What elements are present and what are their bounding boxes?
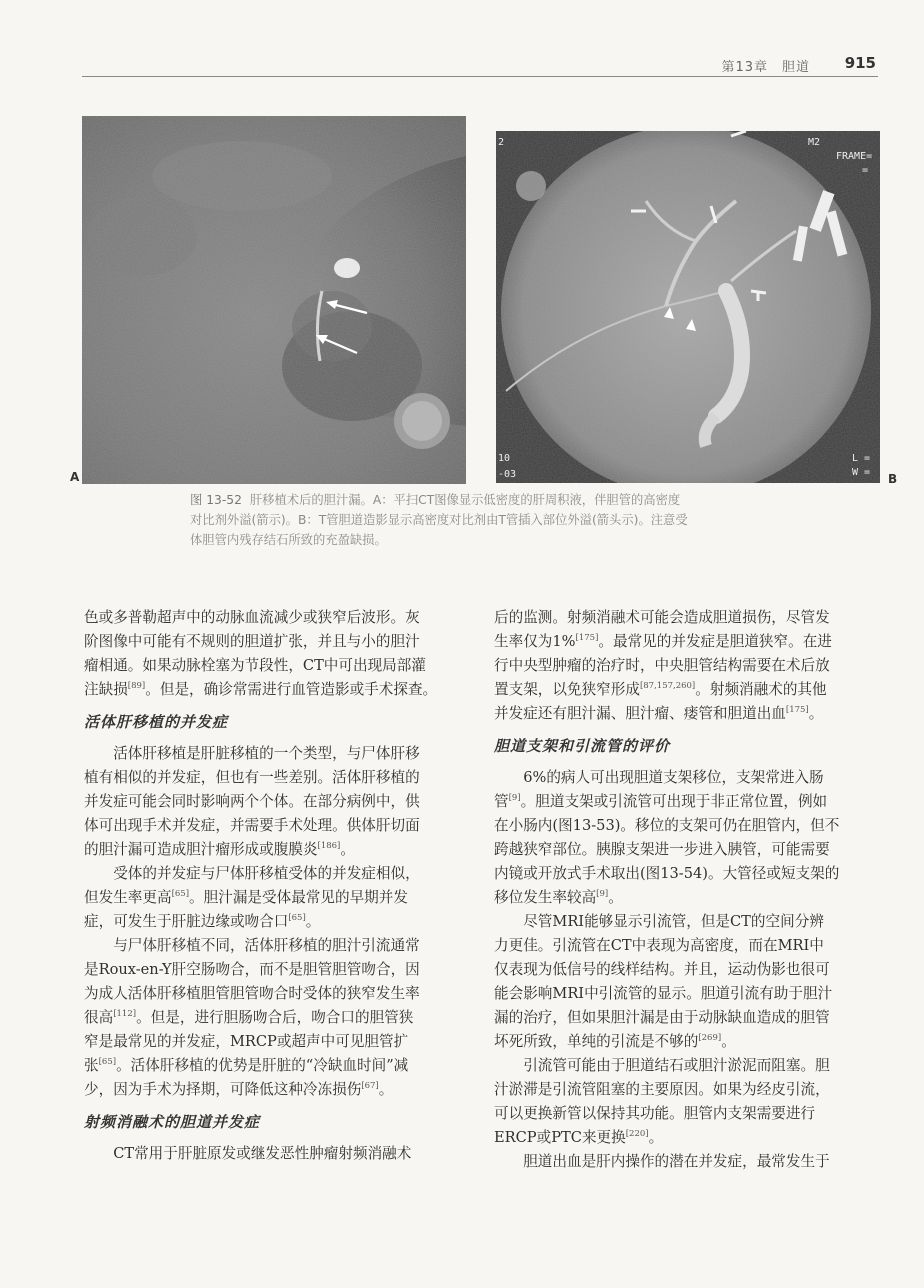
- section-heading: 胆道支架和引流管的评价: [494, 737, 671, 755]
- text-run: 汁淤滞是引流管阻塞的主要原因。如果为经皮引流，: [494, 1081, 830, 1098]
- caption-number: 图 13-52: [190, 493, 242, 507]
- text-run: 胆道出血是肝内操作的潜在并发症，最常发生于: [523, 1153, 830, 1170]
- text-line: [494, 982, 880, 1006]
- text-run: 。胆汁漏是受体最常见的早期并发: [189, 889, 408, 906]
- citation-ref: [87,157,260]: [639, 681, 696, 691]
- text-line: [84, 1006, 470, 1030]
- text-line: [494, 790, 880, 814]
- body-column-right: [494, 606, 880, 1174]
- text-run: 在小肠内(图13-53)。移位的支架可仍在胆管内，但不: [494, 817, 840, 834]
- text-run: 。但是，进行胆肠吻合后，吻合口的胆管狭: [136, 1009, 414, 1026]
- text-run: 尽管MRI能够显示引流管，但是CT的空间分辨: [523, 913, 824, 930]
- text-line: [84, 982, 470, 1006]
- text-line: [494, 958, 880, 982]
- text-run: 跨越狭窄部位。胰腺支架进一步进入胰管，可能需要: [494, 841, 830, 858]
- text-run: 并发症还有胆汁漏、胆汁瘤、瘘管和胆道出血: [494, 705, 786, 722]
- text-line: [494, 654, 880, 678]
- text-run: 阶图像中可能有不规则的胆道扩张，并且与小的胆汁: [84, 633, 420, 650]
- caption-line-3: 体胆管内残存结石所致的充盈缺损。: [190, 533, 387, 547]
- text-run: 植有相似的并发症，但也有一些差别。活体肝移植的: [84, 769, 420, 786]
- text-run: 症，可发生于肝脏边缘或吻合口: [84, 913, 289, 930]
- text-run: 少，因为手术为择期，可降低这种冷冻损伤: [84, 1081, 362, 1098]
- text-run: 。: [808, 705, 824, 722]
- text-line: [84, 606, 470, 630]
- text-line: [84, 814, 470, 838]
- text-run: 活体肝移植是肝脏移植的一个类型，与尸体肝移: [113, 745, 420, 762]
- text-run: 6%的病人可出现胆道支架移位，支架常进入肠: [523, 769, 824, 786]
- text-line: [494, 862, 880, 886]
- text-line: [84, 742, 470, 766]
- text-run: 。: [378, 1081, 394, 1098]
- running-header: [82, 52, 878, 77]
- text-line: [494, 1150, 880, 1174]
- citation-ref: [220]: [625, 1129, 649, 1139]
- citation-ref: [65]: [171, 889, 190, 899]
- text-line: [84, 1030, 470, 1054]
- text-run: 行中央型肿瘤的治疗时，中央胆管结构需要在术后放: [494, 657, 830, 674]
- text-run: ERCP或PTC来更换: [494, 1129, 626, 1146]
- text-line: [494, 814, 880, 838]
- text-run: 很高: [84, 1009, 114, 1026]
- text-run: 张: [84, 1057, 99, 1074]
- overlay-bottom-left-2: -03: [498, 469, 517, 480]
- citation-ref: [65]: [288, 913, 306, 923]
- text-line: [84, 958, 470, 982]
- text-line: [494, 910, 880, 934]
- text-line: [494, 1054, 880, 1078]
- text-run: 。最常见的并发症是胆道狭窄。在进: [598, 633, 832, 650]
- text-line: [494, 1078, 880, 1102]
- section-heading: 活体肝移植的并发症: [84, 713, 229, 731]
- citation-ref: [175]: [785, 705, 809, 715]
- text-run: 后的监测。射频消融术可能会造成胆道损伤，尽管发: [494, 609, 830, 626]
- citation-ref: [269]: [698, 1033, 722, 1043]
- text-line: [84, 934, 470, 958]
- overlay-top-left: 2: [498, 137, 505, 148]
- text-run: 注缺损: [84, 681, 128, 698]
- text-line: [84, 1142, 470, 1166]
- text-line: [494, 886, 880, 910]
- text-run: 受体的并发症与尸体肝移植受体的并发症相似，: [113, 865, 420, 882]
- text-run: 与尸体肝移植不同，活体肝移植的胆汁引流通常: [113, 937, 420, 954]
- text-run: 内镜或开放式手术取出(图13-54)。大管径或短支架的: [494, 865, 840, 882]
- citation-ref: [89]: [127, 681, 146, 691]
- text-run: 色或多普勒超声中的动脉血流减少或狭窄后波形。灰: [84, 609, 420, 626]
- text-line: [494, 606, 880, 630]
- overlay-top-right-3: =: [862, 165, 869, 176]
- text-run: 是Roux-en-Y肝空肠吻合，而不是胆管胆管吻合，因: [84, 961, 420, 978]
- text-run: 。: [721, 1033, 736, 1050]
- panel-b-label: B: [888, 472, 898, 486]
- text-run: 并发症可能会同时影响两个个体。在部分病例中，供: [84, 793, 420, 810]
- text-run: 但发生率更高: [84, 889, 172, 906]
- text-run: 。射频消融术的其他: [695, 681, 827, 698]
- overlay-top-right-1: M2: [808, 137, 821, 148]
- text-line: [494, 934, 880, 958]
- text-run: 移位发生率较高: [494, 889, 597, 906]
- text-run: 引流管可能由于胆道结石或胆汁淤泥而阻塞。胆: [523, 1057, 830, 1074]
- text-run: 管: [494, 793, 509, 810]
- citation-ref: [186]: [317, 841, 341, 851]
- page-number: 915: [844, 54, 876, 72]
- text-line: [494, 766, 880, 790]
- figure-caption: [190, 490, 790, 550]
- text-line: [494, 1006, 880, 1030]
- caption-line-1: 肝移植术后的胆汁漏。A：平扫CT图像显示低密度的肝周积液，伴胆管的高密度: [249, 493, 681, 507]
- text-run: 的胆汁漏可造成胆汁瘤形成或腹膜炎: [84, 841, 318, 858]
- citation-ref: [67]: [361, 1081, 379, 1091]
- text-line: [494, 702, 880, 726]
- caption-line-2: 对比剂外溢(箭示)。B：T管胆道造影显示高密度对比剂由T管插入部位外溢(箭头示)。注意受: [190, 513, 688, 527]
- text-line: [84, 1054, 470, 1078]
- text-run: 。胆道支架或引流管可出现于非正常位置，例如: [520, 793, 828, 810]
- text-line: [494, 1030, 880, 1054]
- text-line: [84, 886, 470, 910]
- text-line: [84, 630, 470, 654]
- text-line: [84, 654, 470, 678]
- text-run: 瘤相通。如果动脉栓塞为节段性，CT中可出现局部灌: [84, 657, 426, 674]
- text-line: [494, 630, 880, 654]
- figure-panel-a-ct-image: [82, 116, 466, 484]
- text-run: 体可出现手术并发症，并需要手术处理。供体肝切面: [84, 817, 420, 834]
- text-run: 生率仅为1%: [494, 633, 576, 650]
- citation-ref: [9]: [596, 889, 609, 899]
- text-line: [84, 678, 470, 702]
- text-run: 。: [608, 889, 623, 906]
- text-run: 。但是，确诊常需进行血管造影或手术探查。: [145, 681, 438, 698]
- body-column-left: [84, 606, 470, 1166]
- text-line: [84, 838, 470, 862]
- citation-ref: [175]: [575, 633, 599, 643]
- text-line: [494, 1102, 880, 1126]
- chapter-title: 第13章 胆道: [721, 60, 810, 75]
- panel-a-label: A: [70, 470, 80, 484]
- text-run: 坏死所致，单纯的引流是不够的: [494, 1033, 699, 1050]
- text-run: 窄是最常见的并发症，MRCP或超声中可见胆管扩: [84, 1033, 409, 1050]
- figure-panel-b-cholangiogram: [496, 131, 880, 483]
- overlay-bottom-right-2: W =: [852, 467, 871, 478]
- section-heading: 射频消融术的胆道并发症: [84, 1113, 261, 1131]
- text-line: [494, 1126, 880, 1150]
- text-run: 置支架，以免狭窄形成: [494, 681, 640, 698]
- overlay-bottom-left-1: 10: [498, 453, 511, 464]
- caption-line: [190, 490, 790, 510]
- text-line: [84, 1078, 470, 1102]
- citation-ref: [65]: [98, 1057, 117, 1067]
- text-run: 。活体肝移植的优势是肝脏的“冷缺血时间”减: [116, 1057, 409, 1074]
- overlay-top-right-2: FRAME=: [836, 151, 873, 162]
- text-line: [84, 910, 470, 934]
- text-run: 可以更换新管以保持其功能。胆管内支架需要进行: [494, 1105, 816, 1122]
- overlay-bottom-right-1: L =: [852, 453, 871, 464]
- citation-ref: [9]: [508, 793, 521, 803]
- text-line: [84, 790, 470, 814]
- text-line: [494, 838, 880, 862]
- text-run: 。: [648, 1129, 664, 1146]
- text-line: [84, 862, 470, 886]
- text-run: 漏的治疗，但如果胆汁漏是由于动脉缺血造成的胆管: [494, 1009, 830, 1026]
- text-run: 力更佳。引流管在CT中表现为高密度，而在MRI中: [494, 937, 824, 954]
- citation-ref: [112]: [113, 1009, 137, 1019]
- text-run: 能会影响MRI中引流管的显示。胆道引流有助于胆汁: [494, 985, 833, 1002]
- text-line: [494, 678, 880, 702]
- text-run: CT常用于肝脏原发或继发恶性肿瘤射频消融术: [113, 1145, 412, 1162]
- text-run: 为成人活体肝移植胆管胆管吻合时受体的狭窄发生率: [84, 985, 420, 1002]
- text-run: 仅表现为低信号的线样结构。并且，运动伪影也很可: [494, 961, 830, 978]
- text-line: [84, 766, 470, 790]
- text-run: 。: [305, 913, 321, 930]
- text-run: 。: [340, 841, 355, 858]
